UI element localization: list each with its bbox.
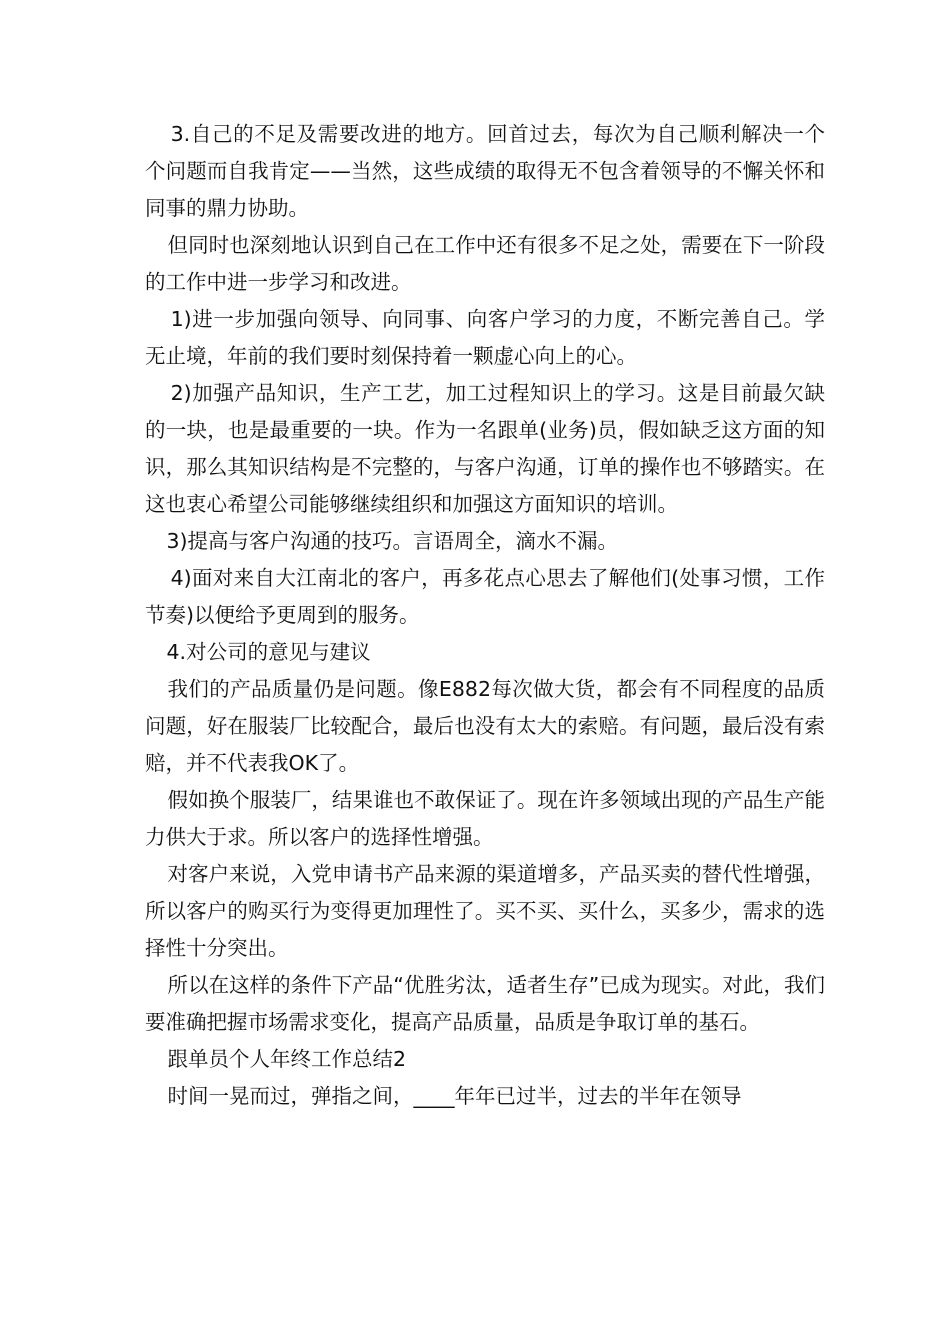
document-body (145, 116, 825, 1115)
paragraph-customer-view: 对客户来说，入党申请书产品来源的渠道增多，产品买卖的替代性增强，所以客户的购买行为变得更加理性了。买不买、买什么，买多少，需求的选择性十分突出。 (145, 862, 825, 960)
paragraph-suggestions-heading: 4.对公司的意见与建议 (166, 640, 371, 664)
paragraph-item-2: 2)加强产品知识，生产工艺，加工过程知识上的学习。这是目前最欠缺的一块，也是最重要的一块。作为一名跟单(业务)员，假如缺乏这方面的知识，那么其知识结构是不完整的，与客户沟通，订单的操作也不够踏实。在这也衷心希望公司能够继续组织和加强这方面知识的培训。 (145, 381, 825, 516)
paragraph-awareness: 但同时也深刻地认识到自己在工作中还有很多不足之处，需要在下一阶段的工作中进一步学习和改进。 (145, 233, 825, 294)
paragraph-shortcomings-heading: 3.自己的不足及需要改进的地方。回首过去，每次为自己顺利解决一个个问题而自我肯定——当然，这些成绩的取得无不包含着领导的不懈关怀和同事的鼎力协助。 (145, 122, 825, 220)
paragraph-factory-change: 假如换个服装厂，结果谁也不敢保证了。现在许多领域出现的产品生产能力供大于求。所以客户的选择性增强。 (145, 788, 825, 849)
paragraph-item-3: 3)提高与客户沟通的技巧。言语周全，滴水不漏。 (166, 529, 619, 553)
paragraph-time-passes: 时间一晃而过，弹指之间，____年年已过半，过去的半年在领导 (167, 1084, 742, 1108)
section-title-summary-2: 跟单员个人年终工作总结2 (167, 1047, 407, 1071)
paragraph-conclusion: 所以在这样的条件下产品“优胜劣汰，适者生存”已成为现实。对此，我们要准确把握市场需求变化，提高产品质量，品质是争取订单的基石。 (145, 973, 825, 1034)
paragraph-item-4: 4)面对来自大江南北的客户，再多花点心思去了解他们(处事习惯，工作节奏)以便给予更周到的服务。 (145, 566, 825, 627)
paragraph-quality-issue: 我们的产品质量仍是问题。像E882每次做大货，都会有不同程度的品质问题，好在服装厂比较配合，最后也没有太大的索赔。有问题，最后没有索赔，并不代表我OK了。 (145, 677, 825, 775)
paragraph-item-1: 1)进一步加强向领导、向同事、向客户学习的力度，不断完善自己。学无止境，年前的我们要时刻保持着一颗虚心向上的心。 (145, 307, 825, 368)
